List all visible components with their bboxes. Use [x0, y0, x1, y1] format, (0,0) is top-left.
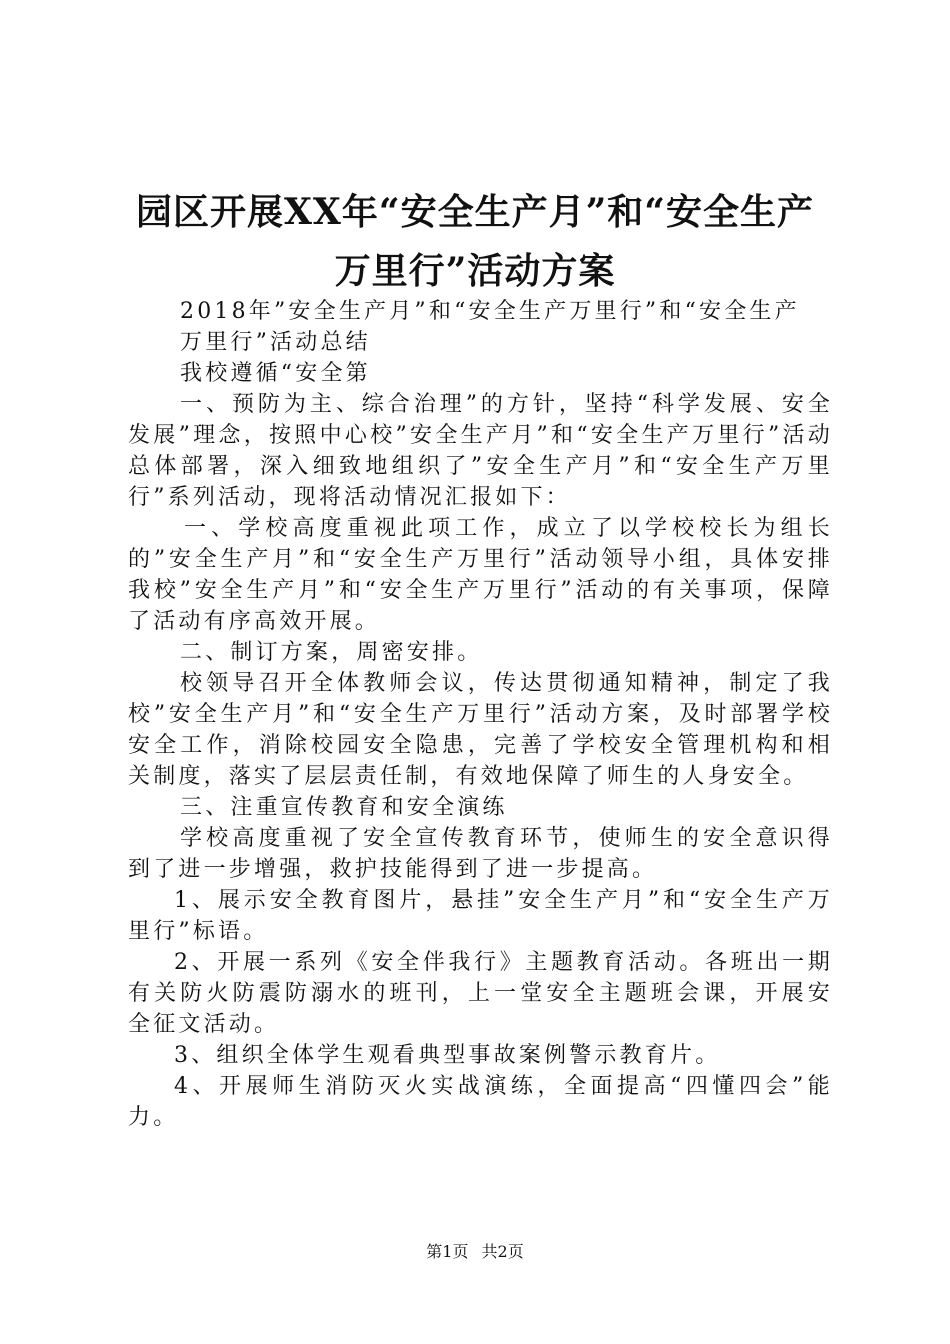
- paragraph: 2018年”安全生产月”和“安全生产万里行”和“安全生产: [180, 299, 800, 324]
- paragraph: 校领导召开全体教师会议，传达贯彻通知精神，制定了我校”安全生产月”和“安全生产万里行”活动方案，及时部署学校安全工作，消除校园安全隐患，完善了学校安全管理机构和相关制度，落实了层层责任制，有效地保障了师生的人身安全。: [128, 671, 833, 789]
- paragraph: 三、注重宣传教育和安全演练: [180, 795, 508, 820]
- paragraph: 一、学校高度重视此项工作，成立了以学校校长为组长的”安全生产月”和“安全生产万里行”活动领导小组，具体安排我校”安全生产月”和“安全生产万里行”活动的有关事项，保障了活动有序高效开展。: [128, 516, 833, 634]
- paragraph: 学校高度重视了安全宣传教育环节，使师生的安全意识得到了进一步增强，救护技能得到了进一步提高。: [128, 826, 833, 882]
- paragraph: 1、展示安全教育图片，悬挂”安全生产月”和“安全生产万里行”标语。: [128, 888, 833, 944]
- paragraph: 我校遵循“安全第: [180, 361, 371, 386]
- page-total: 共2页: [481, 1242, 524, 1261]
- paragraph: 万里行”活动总结: [180, 330, 371, 355]
- page-footer: [0, 1242, 950, 1262]
- paragraph: 一、预防为主、综合治理”的方针，坚持“科学发展、安全发展”理念，按照中心校”安全生产月”和“安全生产万里行”活动总体部署，深入细致地组织了”安全生产月”和“安全生产万里行”系列活动，现将活动情况汇报如下：: [128, 392, 833, 510]
- document-title-line-1: 园区开展XX年“安全生产月”和“安全生产: [136, 191, 814, 233]
- paragraph: 3、组织全体学生观看典型事故案例警示教育片。: [174, 1043, 721, 1068]
- paragraph: 二、制订方案，周密安排。: [180, 640, 483, 665]
- paragraph: 4、开展师生消防灭火实战演练，全面提高“四懂四会”能力。: [128, 1074, 833, 1130]
- page-number: 第1页: [426, 1242, 469, 1261]
- paragraph: 2、开展一系列《安全伴我行》主题教育活动。各班出一期有关防火防震防溺水的班刊，上一堂安全主题班会课，开展安全征文活动。: [128, 950, 833, 1037]
- document-body: [128, 296, 833, 1133]
- document-title-line-2: 万里行”活动方案: [334, 250, 616, 292]
